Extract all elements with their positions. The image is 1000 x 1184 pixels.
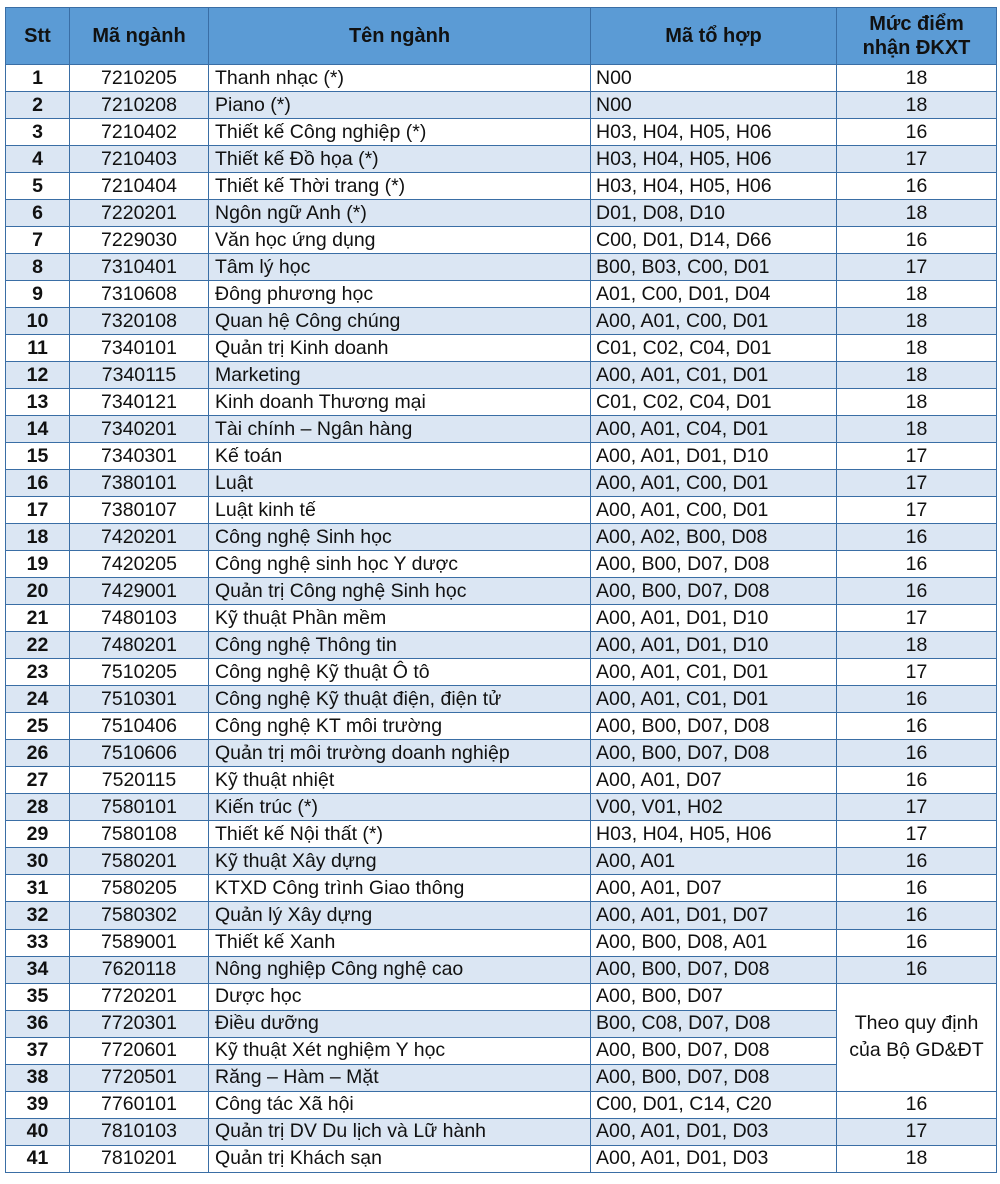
row-major-name: Luật — [209, 470, 591, 497]
row-major-name: Kế toán — [209, 443, 591, 470]
row-major-name: Luật kinh tế — [209, 497, 591, 524]
row-min-score: 16 — [837, 551, 997, 578]
row-stt: 15 — [6, 443, 70, 470]
row-min-score: 16 — [837, 740, 997, 767]
row-min-score: 17 — [837, 470, 997, 497]
row-subject-combination: A00, A01, C00, D01 — [591, 470, 837, 497]
row-min-score: 16 — [837, 929, 997, 956]
row-stt: 6 — [6, 200, 70, 227]
row-subject-combination: A00, A01, C04, D01 — [591, 416, 837, 443]
row-stt: 1 — [6, 65, 70, 92]
row-min-score: 16 — [837, 1091, 997, 1118]
row-min-score: 16 — [837, 956, 997, 983]
row-major-code: 7210404 — [70, 173, 209, 200]
row-major-code: 7310608 — [70, 281, 209, 308]
row-major-code: 7340201 — [70, 416, 209, 443]
row-major-name: Thiết kế Xanh — [209, 929, 591, 956]
table-row — [6, 821, 997, 848]
row-subject-combination: A01, C00, D01, D04 — [591, 281, 837, 308]
row-major-code: 7720601 — [70, 1037, 209, 1064]
row-stt: 39 — [6, 1091, 70, 1118]
row-major-code: 7210205 — [70, 65, 209, 92]
row-major-name: Đông phương học — [209, 281, 591, 308]
row-subject-combination: A00, A01, C00, D01 — [591, 308, 837, 335]
row-major-code: 7420201 — [70, 524, 209, 551]
table-row — [6, 416, 997, 443]
header-score-line2: nhận ĐKXT — [862, 37, 971, 59]
header-combo: Mã tổ hợp — [591, 8, 837, 65]
row-major-name: Công nghệ sinh học Y dược — [209, 551, 591, 578]
table-row — [6, 254, 997, 281]
row-stt: 25 — [6, 713, 70, 740]
row-subject-combination: H03, H04, H05, H06 — [591, 821, 837, 848]
row-stt: 11 — [6, 335, 70, 362]
table-row — [6, 713, 997, 740]
table-row — [6, 335, 997, 362]
row-subject-combination: C01, C02, C04, D01 — [591, 389, 837, 416]
row-subject-combination: H03, H04, H05, H06 — [591, 146, 837, 173]
row-stt: 13 — [6, 389, 70, 416]
row-min-score: 17 — [837, 794, 997, 821]
row-stt: 4 — [6, 146, 70, 173]
row-major-name: Thiết kế Đồ họa (*) — [209, 146, 591, 173]
row-major-code: 7810103 — [70, 1118, 209, 1145]
table-row — [6, 65, 997, 92]
row-min-score: 18 — [837, 1145, 997, 1172]
row-min-score: 17 — [837, 497, 997, 524]
row-stt: 22 — [6, 632, 70, 659]
header-code: Mã ngành — [70, 8, 209, 65]
row-major-code: 7580201 — [70, 848, 209, 875]
table-row — [6, 1118, 997, 1145]
row-min-score: 16 — [837, 767, 997, 794]
row-major-code: 7510301 — [70, 686, 209, 713]
row-subject-combination: A00, A01, D07 — [591, 767, 837, 794]
row-subject-combination: A00, B00, D07, D08 — [591, 713, 837, 740]
row-stt: 31 — [6, 875, 70, 902]
table-row — [6, 551, 997, 578]
header-score — [837, 8, 997, 65]
row-subject-combination: A00, A01, D01, D03 — [591, 1118, 837, 1145]
table-row — [6, 848, 997, 875]
row-major-name: Thanh nhạc (*) — [209, 65, 591, 92]
row-subject-combination: H03, H04, H05, H06 — [591, 173, 837, 200]
row-major-code: 7589001 — [70, 929, 209, 956]
row-subject-combination: A00, A01, C01, D01 — [591, 659, 837, 686]
row-stt: 41 — [6, 1145, 70, 1172]
table-row — [6, 200, 997, 227]
row-min-score: 18 — [837, 416, 997, 443]
table-row — [6, 470, 997, 497]
row-major-code: 7480103 — [70, 605, 209, 632]
row-min-score: 18 — [837, 92, 997, 119]
merged-score-note: Theo quy định của Bộ GD&ĐT — [837, 983, 997, 1091]
row-major-name: Công nghệ KT môi trường — [209, 713, 591, 740]
row-subject-combination: B00, C08, D07, D08 — [591, 1010, 837, 1037]
header-stt: Stt — [6, 8, 70, 65]
row-major-name: Quản trị Kinh doanh — [209, 335, 591, 362]
row-major-code: 7480201 — [70, 632, 209, 659]
row-stt: 16 — [6, 470, 70, 497]
row-stt: 40 — [6, 1118, 70, 1145]
table-row — [6, 983, 997, 1010]
table-row — [6, 173, 997, 200]
row-min-score: 16 — [837, 686, 997, 713]
row-major-code: 7340301 — [70, 443, 209, 470]
row-subject-combination: B00, B03, C00, D01 — [591, 254, 837, 281]
table-row — [6, 443, 997, 470]
row-min-score: 18 — [837, 200, 997, 227]
row-subject-combination: C00, D01, D14, D66 — [591, 227, 837, 254]
row-major-code: 7720501 — [70, 1064, 209, 1091]
row-subject-combination: A00, A01, D01, D10 — [591, 443, 837, 470]
row-min-score: 16 — [837, 875, 997, 902]
table-row — [6, 281, 997, 308]
row-major-code: 7760101 — [70, 1091, 209, 1118]
row-major-code: 7580108 — [70, 821, 209, 848]
row-stt: 20 — [6, 578, 70, 605]
row-stt: 26 — [6, 740, 70, 767]
table-row — [6, 659, 997, 686]
row-major-code: 7340101 — [70, 335, 209, 362]
row-major-name: Tâm lý học — [209, 254, 591, 281]
row-min-score: 16 — [837, 173, 997, 200]
row-min-score: 17 — [837, 659, 997, 686]
row-min-score: 16 — [837, 119, 997, 146]
row-stt: 38 — [6, 1064, 70, 1091]
row-min-score: 17 — [837, 443, 997, 470]
table-row — [6, 308, 997, 335]
row-major-code: 7380107 — [70, 497, 209, 524]
table-row — [6, 497, 997, 524]
row-subject-combination: N00 — [591, 92, 837, 119]
row-subject-combination: A00, A01, D01, D10 — [591, 632, 837, 659]
row-subject-combination: D01, D08, D10 — [591, 200, 837, 227]
row-stt: 18 — [6, 524, 70, 551]
row-stt: 34 — [6, 956, 70, 983]
table-row — [6, 578, 997, 605]
row-major-name: Công nghệ Sinh học — [209, 524, 591, 551]
row-stt: 32 — [6, 902, 70, 929]
row-major-name: Nông nghiệp Công nghệ cao — [209, 956, 591, 983]
row-subject-combination: A00, A01 — [591, 848, 837, 875]
row-stt: 37 — [6, 1037, 70, 1064]
row-min-score: 17 — [837, 146, 997, 173]
row-subject-combination: A00, A02, B00, D08 — [591, 524, 837, 551]
row-major-code: 7210403 — [70, 146, 209, 173]
row-stt: 7 — [6, 227, 70, 254]
table-row — [6, 227, 997, 254]
row-stt: 27 — [6, 767, 70, 794]
row-stt: 10 — [6, 308, 70, 335]
row-min-score: 18 — [837, 362, 997, 389]
row-major-code: 7310401 — [70, 254, 209, 281]
row-major-name: Quản lý Xây dựng — [209, 902, 591, 929]
row-major-code: 7510606 — [70, 740, 209, 767]
row-major-name: Marketing — [209, 362, 591, 389]
row-major-code: 7380101 — [70, 470, 209, 497]
row-major-name: Quản trị DV Du lịch và Lữ hành — [209, 1118, 591, 1145]
row-major-code: 7620118 — [70, 956, 209, 983]
row-subject-combination: A00, B00, D07, D08 — [591, 1064, 837, 1091]
row-stt: 9 — [6, 281, 70, 308]
row-stt: 14 — [6, 416, 70, 443]
row-min-score: 17 — [837, 254, 997, 281]
row-stt: 2 — [6, 92, 70, 119]
row-major-name: Kiến trúc (*) — [209, 794, 591, 821]
row-major-name: Tài chính – Ngân hàng — [209, 416, 591, 443]
row-major-name: Thiết kế Thời trang (*) — [209, 173, 591, 200]
row-stt: 12 — [6, 362, 70, 389]
row-major-code: 7220201 — [70, 200, 209, 227]
row-subject-combination: A00, A01, D01, D07 — [591, 902, 837, 929]
row-min-score: 18 — [837, 308, 997, 335]
row-major-name: Công nghệ Kỹ thuật Ô tô — [209, 659, 591, 686]
row-min-score: 16 — [837, 578, 997, 605]
row-stt: 30 — [6, 848, 70, 875]
row-major-name: KTXD Công trình Giao thông — [209, 875, 591, 902]
row-min-score: 18 — [837, 632, 997, 659]
row-major-code: 7229030 — [70, 227, 209, 254]
row-subject-combination: A00, A01, D01, D10 — [591, 605, 837, 632]
row-major-code: 7720201 — [70, 983, 209, 1010]
row-major-code: 7340121 — [70, 389, 209, 416]
table-row — [6, 902, 997, 929]
row-major-name: Quản trị Khách sạn — [209, 1145, 591, 1172]
row-min-score: 17 — [837, 821, 997, 848]
row-subject-combination: A00, B00, D07 — [591, 983, 837, 1010]
row-major-name: Kỹ thuật Xét nghiệm Y học — [209, 1037, 591, 1064]
row-major-code: 7420205 — [70, 551, 209, 578]
row-major-name: Điều dưỡng — [209, 1010, 591, 1037]
row-major-code: 7429001 — [70, 578, 209, 605]
row-major-name: Công tác Xã hội — [209, 1091, 591, 1118]
row-min-score: 16 — [837, 713, 997, 740]
row-major-name: Kỹ thuật nhiệt — [209, 767, 591, 794]
row-min-score: 16 — [837, 524, 997, 551]
row-subject-combination: A00, B00, D07, D08 — [591, 578, 837, 605]
row-major-name: Quản trị Công nghệ Sinh học — [209, 578, 591, 605]
row-min-score: 17 — [837, 605, 997, 632]
row-min-score: 18 — [837, 281, 997, 308]
row-subject-combination: H03, H04, H05, H06 — [591, 119, 837, 146]
row-subject-combination: C01, C02, C04, D01 — [591, 335, 837, 362]
table-row — [6, 119, 997, 146]
row-subject-combination: A00, A01, C01, D01 — [591, 362, 837, 389]
row-major-code: 7580205 — [70, 875, 209, 902]
row-major-name: Quan hệ Công chúng — [209, 308, 591, 335]
row-stt: 8 — [6, 254, 70, 281]
row-subject-combination: V00, V01, H02 — [591, 794, 837, 821]
table-row — [6, 362, 997, 389]
row-major-code: 7720301 — [70, 1010, 209, 1037]
row-stt: 33 — [6, 929, 70, 956]
row-subject-combination: A00, B00, D07, D08 — [591, 1037, 837, 1064]
table-row — [6, 794, 997, 821]
row-major-name: Công nghệ Thông tin — [209, 632, 591, 659]
row-major-code: 7810201 — [70, 1145, 209, 1172]
table-row — [6, 875, 997, 902]
header-row — [6, 8, 997, 65]
row-major-name: Kinh doanh Thương mại — [209, 389, 591, 416]
row-major-name: Văn học ứng dụng — [209, 227, 591, 254]
row-stt: 19 — [6, 551, 70, 578]
header-score-line1: Mức điểm — [869, 13, 964, 35]
header-name: Tên ngành — [209, 8, 591, 65]
row-stt: 17 — [6, 497, 70, 524]
table-row — [6, 92, 997, 119]
table-row — [6, 605, 997, 632]
row-major-code: 7510205 — [70, 659, 209, 686]
row-major-name: Dược học — [209, 983, 591, 1010]
table-row — [6, 740, 997, 767]
row-subject-combination: A00, B00, D08, A01 — [591, 929, 837, 956]
table-row — [6, 929, 997, 956]
table-row — [6, 524, 997, 551]
row-major-code: 7210402 — [70, 119, 209, 146]
row-stt: 5 — [6, 173, 70, 200]
row-stt: 21 — [6, 605, 70, 632]
row-major-code: 7580101 — [70, 794, 209, 821]
row-subject-combination: A00, B00, D07, D08 — [591, 551, 837, 578]
row-major-code: 7320108 — [70, 308, 209, 335]
table-row — [6, 956, 997, 983]
row-subject-combination: N00 — [591, 65, 837, 92]
row-subject-combination: A00, A01, C01, D01 — [591, 686, 837, 713]
row-stt: 35 — [6, 983, 70, 1010]
row-min-score: 17 — [837, 1118, 997, 1145]
row-major-name: Kỹ thuật Phần mềm — [209, 605, 591, 632]
row-stt: 36 — [6, 1010, 70, 1037]
row-major-code: 7580302 — [70, 902, 209, 929]
table-row — [6, 632, 997, 659]
table-row — [6, 1091, 997, 1118]
row-subject-combination: C00, D01, C14, C20 — [591, 1091, 837, 1118]
table-row — [6, 767, 997, 794]
row-min-score: 18 — [837, 335, 997, 362]
row-major-name: Thiết kế Nội thất (*) — [209, 821, 591, 848]
table-row — [6, 686, 997, 713]
row-stt: 28 — [6, 794, 70, 821]
row-stt: 3 — [6, 119, 70, 146]
row-major-name: Công nghệ Kỹ thuật điện, điện tử — [209, 686, 591, 713]
row-stt: 23 — [6, 659, 70, 686]
row-major-name: Kỹ thuật Xây dựng — [209, 848, 591, 875]
row-major-code: 7210208 — [70, 92, 209, 119]
row-min-score: 18 — [837, 389, 997, 416]
row-min-score: 18 — [837, 65, 997, 92]
row-major-name: Ngôn ngữ Anh (*) — [209, 200, 591, 227]
admission-table — [5, 7, 997, 1173]
row-major-code: 7520115 — [70, 767, 209, 794]
table-row — [6, 389, 997, 416]
row-subject-combination: A00, B00, D07, D08 — [591, 956, 837, 983]
row-min-score: 16 — [837, 902, 997, 929]
row-min-score: 16 — [837, 848, 997, 875]
row-stt: 29 — [6, 821, 70, 848]
row-subject-combination: A00, A01, C00, D01 — [591, 497, 837, 524]
row-min-score: 16 — [837, 227, 997, 254]
row-major-name: Quản trị môi trường doanh nghiệp — [209, 740, 591, 767]
table-row — [6, 146, 997, 173]
row-major-code: 7510406 — [70, 713, 209, 740]
row-subject-combination: A00, A01, D01, D03 — [591, 1145, 837, 1172]
row-subject-combination: A00, B00, D07, D08 — [591, 740, 837, 767]
row-subject-combination: A00, A01, D07 — [591, 875, 837, 902]
row-stt: 24 — [6, 686, 70, 713]
row-major-name: Piano (*) — [209, 92, 591, 119]
table-row — [6, 1145, 997, 1172]
row-major-name: Răng – Hàm – Mặt — [209, 1064, 591, 1091]
row-major-name: Thiết kế Công nghiệp (*) — [209, 119, 591, 146]
row-major-code: 7340115 — [70, 362, 209, 389]
